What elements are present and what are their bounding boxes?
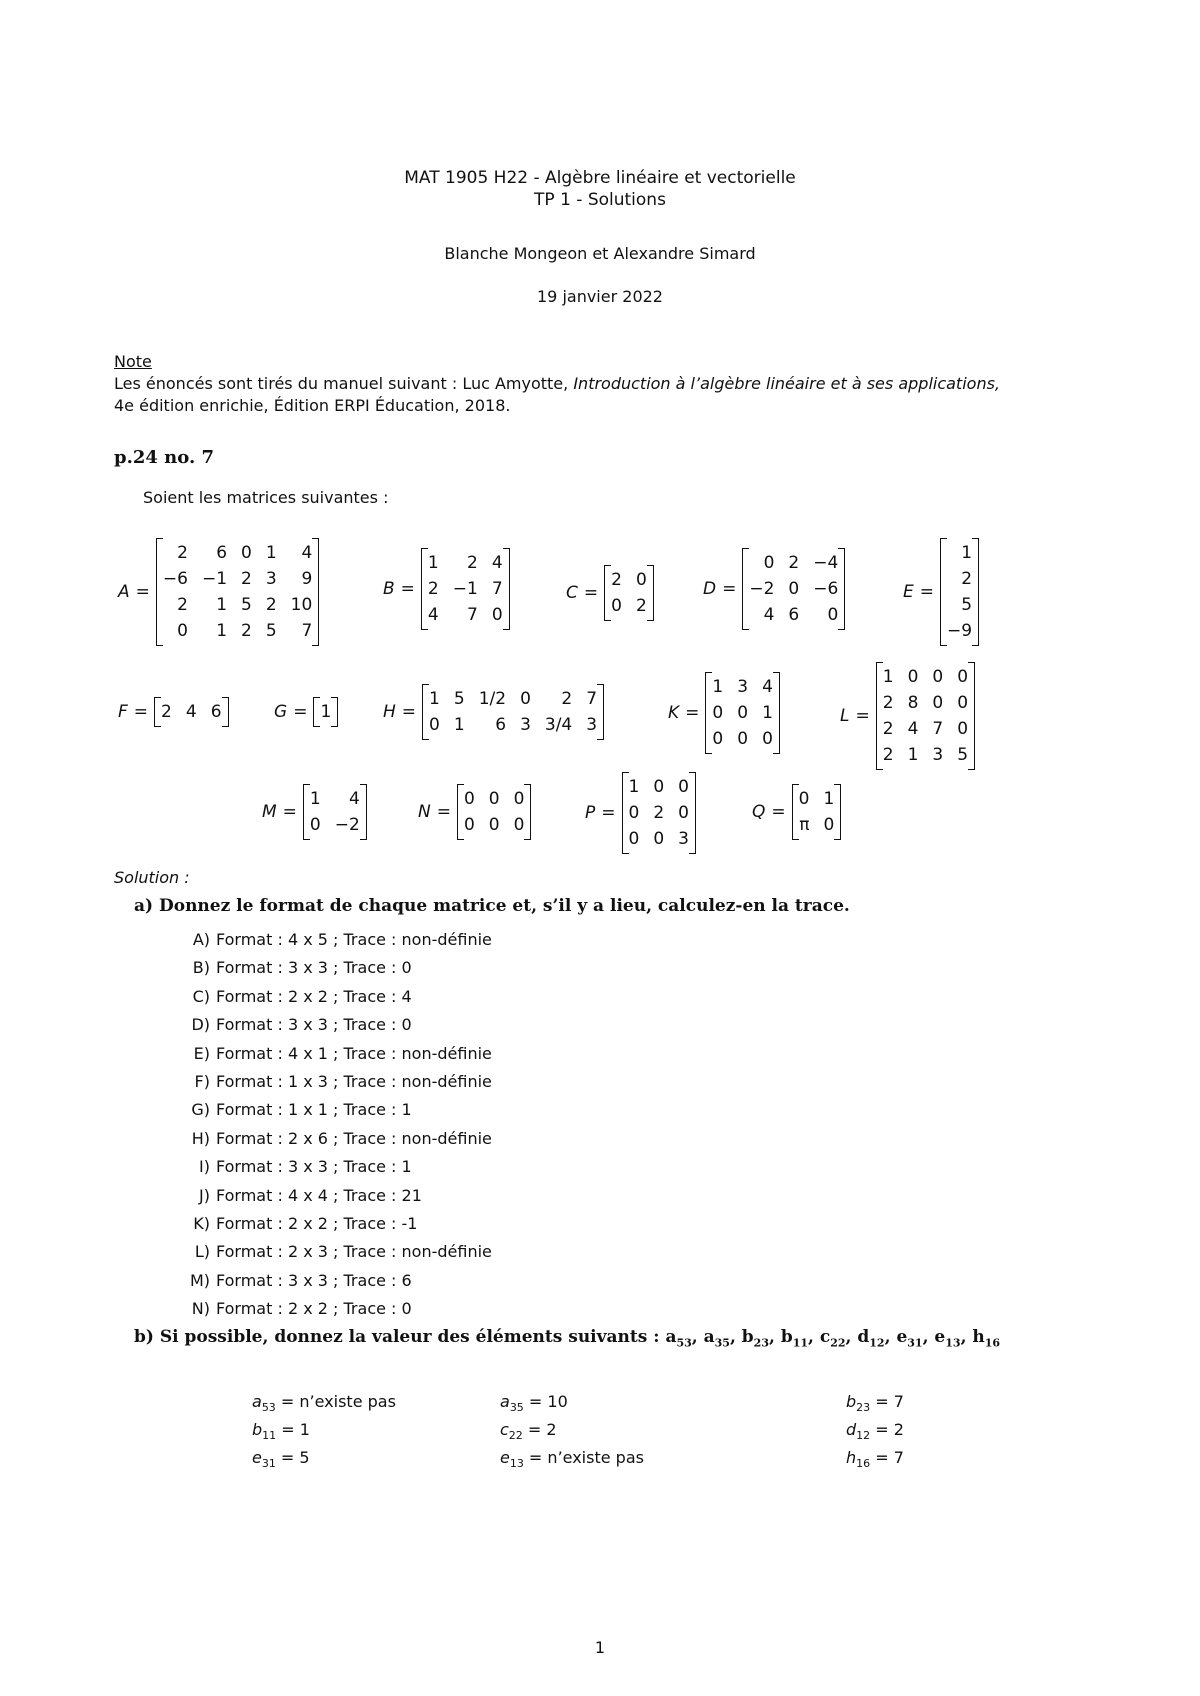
item-text: Format : 3 x 3 ; Trace : 0 — [216, 1015, 412, 1035]
note-label: Note — [114, 352, 152, 371]
element-answer: $b_{23} = 7$ — [846, 1392, 904, 1415]
matrix-cell: 3 — [932, 745, 944, 765]
matrix-cell: −2 — [749, 579, 775, 599]
item-text: Format : 4 x 5 ; Trace : non-définie — [216, 930, 492, 949]
matrix-cell: −6 — [813, 579, 839, 599]
equals-sign: = — [919, 582, 934, 602]
matrix-name: E — [903, 582, 914, 602]
matrix-cell: 0 — [907, 667, 919, 687]
matrix-name: B — [383, 579, 395, 599]
part-b-question — [134, 1327, 1000, 1349]
matrix-A — [118, 538, 319, 646]
matrix-cell: 0 — [762, 729, 773, 749]
matrix-B — [383, 548, 510, 630]
item-label: I) — [199, 1157, 210, 1177]
item-label: J) — [199, 1185, 210, 1205]
list-item — [176, 1157, 412, 1176]
matrix-cell: −9 — [947, 621, 973, 641]
matrix-cell: 2 — [882, 719, 894, 739]
matrix-cell: 4 — [763, 605, 775, 625]
matrix-cell: 7 — [932, 719, 944, 739]
matrix-cell: 5 — [453, 689, 465, 709]
matrix-cell: 0 — [678, 803, 689, 823]
item-label: F) — [194, 1072, 210, 1091]
matrix-cell: 0 — [488, 815, 500, 835]
matrix-cell: 4 — [185, 702, 197, 722]
list-item — [176, 930, 492, 949]
matrix-cell: 2 — [161, 702, 172, 722]
item-label: C) — [192, 986, 210, 1006]
matrix-cell: 2 — [466, 553, 478, 573]
item-label: L) — [194, 1242, 210, 1262]
matrix-cell: 2 — [427, 579, 439, 599]
matrix-cell: 8 — [907, 693, 919, 713]
item-label: H) — [191, 1128, 210, 1148]
matrix-cell: 0 — [463, 789, 475, 809]
matrix-cell: 2 — [561, 689, 573, 709]
matrix-cell: 9 — [301, 569, 313, 589]
matrix-cell: 4 — [491, 553, 503, 573]
matrix-cell: 1 — [427, 553, 439, 573]
matrix-cell: 0 — [463, 815, 475, 835]
matrix-name: A — [118, 582, 130, 602]
matrix-cell: 0 — [932, 667, 944, 687]
matrix-N — [418, 784, 531, 840]
matrix-C — [566, 565, 654, 621]
matrix-cell: 1 — [429, 689, 440, 709]
matrix-cell: 1 — [762, 703, 773, 723]
matrix-cell: 7 — [586, 689, 598, 709]
matrix-cell: 4 — [762, 677, 773, 697]
matrix-name: L — [840, 706, 850, 726]
equals-sign: = — [722, 579, 737, 599]
matrix-cell: 2 — [653, 803, 665, 823]
exercise-intro: Soient les matrices suivantes : — [143, 488, 389, 507]
matrix-cell: 3 — [678, 829, 689, 849]
equals-sign: = — [601, 803, 616, 823]
matrix-cell: 0 — [678, 777, 689, 797]
matrix-cell: 2 — [611, 570, 622, 590]
matrix-cell: 2 — [241, 569, 252, 589]
item-label: B) — [192, 958, 210, 978]
matrix-cell: 0 — [957, 667, 969, 687]
matrix-cell: 1 — [320, 702, 332, 722]
matrix-cell: 2 — [882, 693, 894, 713]
matrix-cell: 1 — [453, 715, 465, 735]
matrix-cell: 2 — [241, 621, 252, 641]
matrix-cell: 0 — [653, 829, 665, 849]
matrix-cell: 0 — [737, 703, 749, 723]
matrix-cell: 3 — [586, 715, 598, 735]
matrix-cell: 3 — [520, 715, 531, 735]
matrix-cell: 0 — [628, 803, 640, 823]
item-text: Format : 2 x 2 ; Trace : 0 — [216, 1299, 412, 1319]
matrix-name: G — [274, 702, 288, 722]
part-b-label: b) — [134, 1327, 154, 1347]
matrix-cell: 0 — [513, 815, 525, 835]
matrix-body — [622, 772, 696, 854]
equals-sign: = — [583, 583, 599, 603]
matrix-cell: 0 — [429, 715, 440, 735]
matrix-cell: 4 — [348, 789, 360, 809]
matrix-body — [792, 784, 842, 840]
matrix-cell: 0 — [653, 777, 665, 797]
matrix-cell: 0 — [520, 689, 531, 709]
item-label: M) — [189, 1270, 210, 1290]
matrix-body — [604, 565, 654, 621]
matrix-name: M — [262, 802, 277, 822]
matrix-cell: 0 — [798, 789, 810, 809]
matrix-cell: 6 — [210, 702, 222, 722]
item-label: G) — [191, 1100, 210, 1120]
matrix-body — [742, 548, 845, 630]
matrix-Q — [752, 784, 841, 840]
part-a-text: Donnez le format de chaque matrice et, s’il y a lieu, calculez-en la trace. — [158, 896, 850, 916]
matrix-cell: 7 — [466, 605, 478, 625]
list-item — [176, 1072, 492, 1091]
element-answer: $b_{11} = 1$ — [252, 1420, 310, 1443]
matrix-body — [457, 784, 531, 840]
matrix-name: K — [668, 703, 680, 723]
matrix-body — [422, 684, 604, 740]
matrix-G — [274, 697, 338, 727]
item-text: Format : 3 x 3 ; Trace : 6 — [216, 1270, 412, 1290]
equals-sign: = — [436, 802, 451, 822]
matrix-name: P — [585, 803, 596, 823]
equals-sign: = — [135, 582, 150, 602]
matrix-cell: 0 — [823, 815, 835, 835]
matrix-cell: 1 — [823, 789, 835, 809]
item-text: Format : 3 x 3 ; Trace : 1 — [216, 1157, 412, 1177]
matrix-body — [705, 672, 779, 754]
note-line-2: 4e édition enrichie, Édition ERPI Éducation, 2018. — [114, 396, 511, 415]
list-item — [176, 1044, 492, 1063]
list-item — [176, 1100, 412, 1119]
matrix-cell: 2 — [882, 745, 894, 765]
doc-title: MAT 1905 H22 - Algèbre linéaire et vectorielle — [404, 168, 796, 188]
matrix-cell: 6 — [216, 543, 228, 563]
matrix-cell: 1/2 — [478, 689, 507, 709]
equals-sign: = — [133, 702, 149, 722]
item-text: Format : 2 x 2 ; Trace : 4 — [216, 986, 412, 1006]
matrix-cell: 3/4 — [544, 715, 573, 735]
matrix-cell: 2 — [961, 569, 973, 589]
item-text: Format : 2 x 2 ; Trace : -1 — [216, 1214, 418, 1233]
matrix-cell: 0 — [488, 789, 500, 809]
matrix-cell: 1 — [712, 677, 724, 697]
matrix-cell: 0 — [712, 703, 724, 723]
matrix-name: C — [566, 583, 578, 603]
list-item — [176, 987, 412, 1006]
element-answer: $a_{35} = 10$ — [500, 1392, 568, 1415]
element-answer: $h_{16} = 7$ — [846, 1448, 904, 1471]
matrix-cell: 0 — [712, 729, 724, 749]
matrix-cell: 6 — [495, 715, 507, 735]
part-a-label: a) — [134, 896, 154, 916]
matrix-K — [668, 672, 780, 754]
matrix-body — [303, 784, 367, 840]
item-text: Format : 1 x 1 ; Trace : 1 — [216, 1100, 412, 1120]
list-item — [176, 1299, 412, 1318]
matrix-cell: 5 — [957, 745, 969, 765]
doc-subtitle: TP 1 - Solutions — [534, 190, 666, 210]
matrix-F — [118, 697, 229, 727]
doc-date: 19 janvier 2022 — [537, 287, 663, 306]
matrix-cell: 4 — [427, 605, 439, 625]
matrix-cell: 0 — [635, 570, 647, 590]
matrix-cell: 10 — [290, 595, 313, 615]
doc-authors: Blanche Mongeon et Alexandre Simard — [444, 244, 756, 263]
list-item — [176, 1129, 492, 1148]
note-text: Les énoncés sont tirés du manuel suivant : Luc Amyotte, — [114, 374, 574, 393]
matrix-name: Q — [752, 802, 766, 822]
matrix-cell: 6 — [788, 605, 800, 625]
matrix-E — [903, 538, 979, 646]
matrix-cell: 1 — [907, 745, 919, 765]
matrix-cell: 3 — [265, 569, 277, 589]
equals-sign: = — [771, 802, 786, 822]
item-text: Format : 1 x 3 ; Trace : non-définie — [216, 1072, 492, 1091]
matrix-cell: −1 — [201, 569, 228, 589]
note-book-title: Introduction à l’algèbre linéaire et à ses applications, — [573, 374, 1000, 393]
matrix-cell: 1 — [628, 777, 640, 797]
list-item — [176, 1186, 422, 1205]
item-text: Format : 2 x 3 ; Trace : non-définie — [216, 1242, 492, 1262]
element-answer: $e_{13}$ = n’existe pas — [500, 1448, 644, 1471]
matrix-cell: 0 — [491, 605, 503, 625]
matrix-cell: 0 — [957, 719, 969, 739]
matrix-cell: 5 — [961, 595, 973, 615]
exercise-title: p.24 no. 7 — [114, 447, 215, 468]
element-answer: $c_{22} = 2$ — [500, 1420, 557, 1443]
matrix-D — [703, 548, 845, 630]
item-label: A) — [192, 930, 210, 949]
matrix-cell: 1 — [216, 621, 228, 641]
matrix-cell: 0 — [737, 729, 749, 749]
solution-label: Solution : — [114, 868, 190, 887]
matrix-cell: 7 — [301, 621, 313, 641]
item-label: K) — [193, 1214, 210, 1233]
matrix-name: N — [418, 802, 431, 822]
note-line-1 — [114, 374, 1104, 393]
matrix-cell: 0 — [241, 543, 252, 563]
matrix-cell: 2 — [265, 595, 277, 615]
matrix-cell: 2 — [635, 596, 647, 616]
matrix-cell: 1 — [961, 543, 973, 563]
matrix-cell: 4 — [907, 719, 919, 739]
list-item — [176, 1015, 412, 1034]
equals-sign: = — [685, 703, 700, 723]
matrix-name: H — [383, 702, 396, 722]
item-text: Format : 4 x 4 ; Trace : 21 — [216, 1185, 422, 1205]
item-label: D) — [191, 1015, 210, 1035]
list-item — [176, 1271, 412, 1290]
item-label: N) — [191, 1299, 210, 1319]
matrix-cell: −4 — [813, 553, 839, 573]
matrix-cell: 0 — [763, 553, 775, 573]
matrix-H — [383, 684, 604, 740]
equals-sign: = — [293, 702, 308, 722]
matrix-cell: 1 — [309, 789, 321, 809]
matrix-P — [585, 772, 696, 854]
matrix-body — [154, 697, 228, 727]
matrix-cell: 2 — [177, 595, 188, 615]
equals-sign: = — [400, 579, 415, 599]
matrix-cell: −1 — [452, 579, 478, 599]
page-number: 1 — [594, 1638, 606, 1657]
matrix-cell: 1 — [265, 543, 277, 563]
item-text: Format : 4 x 1 ; Trace : non-définie — [216, 1043, 492, 1063]
matrix-cell: 0 — [513, 789, 525, 809]
matrix-cell: 0 — [788, 579, 800, 599]
matrix-name: D — [703, 579, 717, 599]
matrix-cell: 5 — [265, 621, 277, 641]
matrix-cell: 0 — [611, 596, 622, 616]
list-item — [176, 958, 412, 977]
item-text: Format : 2 x 6 ; Trace : non-définie — [216, 1128, 492, 1148]
matrix-cell: 2 — [788, 553, 800, 573]
part-a-question — [134, 896, 850, 916]
list-item — [176, 1214, 417, 1233]
matrix-cell: 4 — [301, 543, 313, 563]
matrix-cell: −6 — [162, 569, 188, 589]
element-answer: $a_{53}$ = n’existe pas — [252, 1392, 396, 1415]
matrix-body — [421, 548, 510, 630]
matrix-name: F — [118, 702, 128, 722]
equals-sign: = — [855, 706, 870, 726]
matrix-cell: −2 — [334, 815, 360, 835]
matrix-body — [940, 538, 979, 646]
matrix-body — [156, 538, 319, 646]
matrix-cell: 0 — [932, 693, 944, 713]
matrix-cell: 1 — [882, 667, 894, 687]
matrix-cell: 3 — [737, 677, 749, 697]
matrix-L — [840, 662, 975, 770]
matrix-cell: 2 — [177, 543, 188, 563]
matrix-cell: 0 — [177, 621, 188, 641]
matrix-cell: 5 — [241, 595, 252, 615]
list-item — [176, 1242, 492, 1261]
equals-sign: = — [401, 702, 417, 722]
item-text: Format : 3 x 3 ; Trace : 0 — [216, 958, 412, 978]
equals-sign: = — [282, 802, 297, 822]
matrix-cell: 7 — [491, 579, 503, 599]
element-answer: $d_{12} = 2$ — [846, 1420, 904, 1443]
matrix-cell: 0 — [957, 693, 969, 713]
matrix-cell: 1 — [216, 595, 228, 615]
matrix-body — [876, 662, 975, 770]
matrix-cell: 0 — [309, 815, 321, 835]
item-label: E) — [193, 1043, 210, 1063]
matrix-M — [262, 784, 367, 840]
part-b-text: Si possible, donnez la valeur des éléments suivants : $a_{53}$, $a_{35}$, $b_{23}$, $b_{11}$, $c_{22}$, $d_{12}$, $e_{31}$, $e_{13}$, $h_{16}$ — [159, 1327, 1001, 1350]
element-answer: $e_{31} = 5$ — [252, 1448, 310, 1471]
matrix-cell: π — [799, 815, 810, 835]
matrix-body — [313, 697, 338, 727]
matrix-cell: 0 — [628, 829, 640, 849]
matrix-cell: 0 — [827, 605, 839, 625]
